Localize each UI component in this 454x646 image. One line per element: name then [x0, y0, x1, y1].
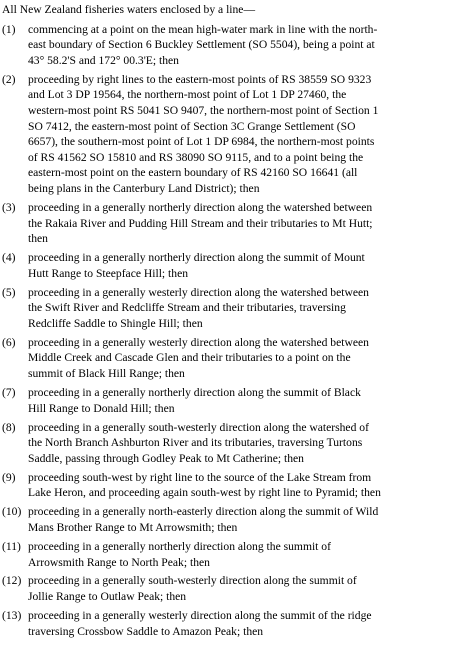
clause-item [2, 250, 454, 281]
clause-text [28, 22, 454, 69]
clause-number: (9) [2, 470, 16, 484]
clause-line: proceeding in a generally westerly direction along the summit of the ridge [28, 609, 372, 623]
clause-number: (6) [2, 335, 16, 349]
clause-line: traversing Crossbow Saddle to Amazon Peak; then [28, 624, 264, 638]
clause-number: (1) [2, 22, 16, 36]
clause-line: Lake Heron, and proceeding again south-west by right line to Pyramid; then [28, 486, 381, 500]
clause-text [28, 470, 454, 501]
clause-line: proceeding in a generally south-westerly direction along the summit of [28, 574, 357, 588]
clause-number: (3) [2, 200, 16, 214]
clause-line: proceeding in a generally northerly direction along the summit of Black [28, 386, 361, 399]
clause-number: (4) [2, 251, 16, 265]
clause-item [2, 420, 454, 467]
clause-line: of RS 41562 SO 15810 and RS 38090 SO 9115, and to a point being the [28, 150, 364, 164]
clause-number: (8) [2, 420, 16, 434]
clause-line: Middle Creek and Cascade Glen and their tributaries to a point on the [28, 351, 351, 365]
clause-line: Arrowsmith Range to North Peak; then [28, 555, 210, 569]
clause-list [2, 22, 454, 640]
clause-line: commencing at a point on the mean high-water mark in line with the north- [28, 22, 378, 36]
clause-line: then [28, 232, 48, 246]
clause-item [2, 470, 454, 501]
clause-line: the North Branch Ashburton River and its tributaries, traversing Turtons [28, 436, 363, 450]
clause-text [28, 285, 454, 332]
clause-text [28, 573, 454, 604]
clause-number: (2) [2, 72, 16, 86]
clause-item [2, 335, 454, 382]
clause-line: proceeding in a generally northerly direction along the summit of [28, 539, 331, 553]
clause-text [28, 539, 454, 570]
clause-text [28, 608, 454, 639]
intro-text: All New Zealand fisheries waters enclosed by a line— [2, 3, 256, 16]
clause-line: the Swift River and Redcliffe Stream and their tributaries, traversing [28, 301, 346, 315]
clause-line: proceeding by right lines to the eastern-most points of RS 38559 SO 9323 [28, 72, 372, 86]
clause-item [2, 385, 454, 416]
clause-line: the Rakaia River and Pudding Hill Stream and their tributaries to Mt Hutt; [28, 216, 373, 230]
clause-item [2, 573, 454, 604]
clause-number: (13) [2, 609, 22, 623]
clause-line: being plans in the Canterbury Land District); then [28, 181, 260, 195]
clause-line: 6657), the southern-most point of Lot 1 DP 6984, the northern-most points [28, 135, 375, 149]
clause-line: Hill Range to Donald Hill; then [28, 401, 175, 415]
clause-line: eastern-most point on the eastern boundary of RS 42160 SO 16641 (all [28, 166, 358, 180]
clause-text [28, 335, 454, 382]
clause-line: and Lot 3 DP 19564, the northern-most point of Lot 1 DP 27460, the [28, 88, 347, 102]
clause-item [2, 504, 454, 535]
clause-item [2, 200, 454, 247]
clause-line: proceeding in a generally south-westerly direction along the watershed of [28, 420, 369, 434]
clause-line: proceeding in a generally northerly direction along the watershed between [28, 200, 373, 214]
clause-text [28, 200, 454, 247]
clause-number: (7) [2, 386, 16, 399]
clause-text [28, 420, 454, 467]
clause-line: summit of Black Hill Range; then [28, 367, 185, 381]
clause-line: east boundary of Section 6 Buckley Settlement (SO 5504), being a point at [28, 38, 375, 52]
clause-number: (10) [2, 505, 22, 519]
clause-number: (12) [2, 574, 22, 588]
clause-line: Jollie Range to Outlaw Peak; then [28, 590, 187, 604]
clause-line: Saddle, passing through Godley Peak to Mt Catherine; then [28, 451, 304, 465]
clause-text [28, 250, 454, 281]
clause-line: western-most point RS 5041 SO 9407, the northern-most point of Section 1 [28, 103, 379, 117]
clause-line: Redcliffe Saddle to Shingle Hill; then [28, 316, 203, 330]
clause-item [2, 608, 454, 639]
clause-line: SO 7412, the eastern-most point of Section 3C Grange Settlement (SO [28, 119, 356, 133]
clause-line: proceeding south-west by right line to the source of the Lake Stream from [28, 470, 372, 484]
clause-line: proceeding in a generally westerly direction along the watershed between [28, 335, 369, 349]
clause-line: proceeding in a generally westerly direction along the watershed between [28, 285, 369, 299]
clause-item [2, 285, 454, 332]
clause-text [28, 385, 454, 416]
clause-number: (11) [2, 539, 21, 553]
clause-line: proceeding in a generally north-easterly direction along the summit of Wild [28, 505, 379, 519]
clause-line: Hutt Range to Steepface Hill; then [28, 266, 189, 280]
clause-item [2, 22, 454, 69]
clause-item [2, 539, 454, 570]
clause-item [2, 72, 454, 197]
clause-line: Mans Brother Range to Mt Arrowsmith; then [28, 520, 238, 534]
clause-text [28, 504, 454, 535]
clause-number: (5) [2, 285, 16, 299]
clause-line: 43° 58.2'S and 172° 00.3'E; then [28, 53, 179, 67]
clause-text [28, 72, 454, 197]
clause-line: proceeding in a generally northerly direction along the summit of Mount [28, 251, 365, 265]
